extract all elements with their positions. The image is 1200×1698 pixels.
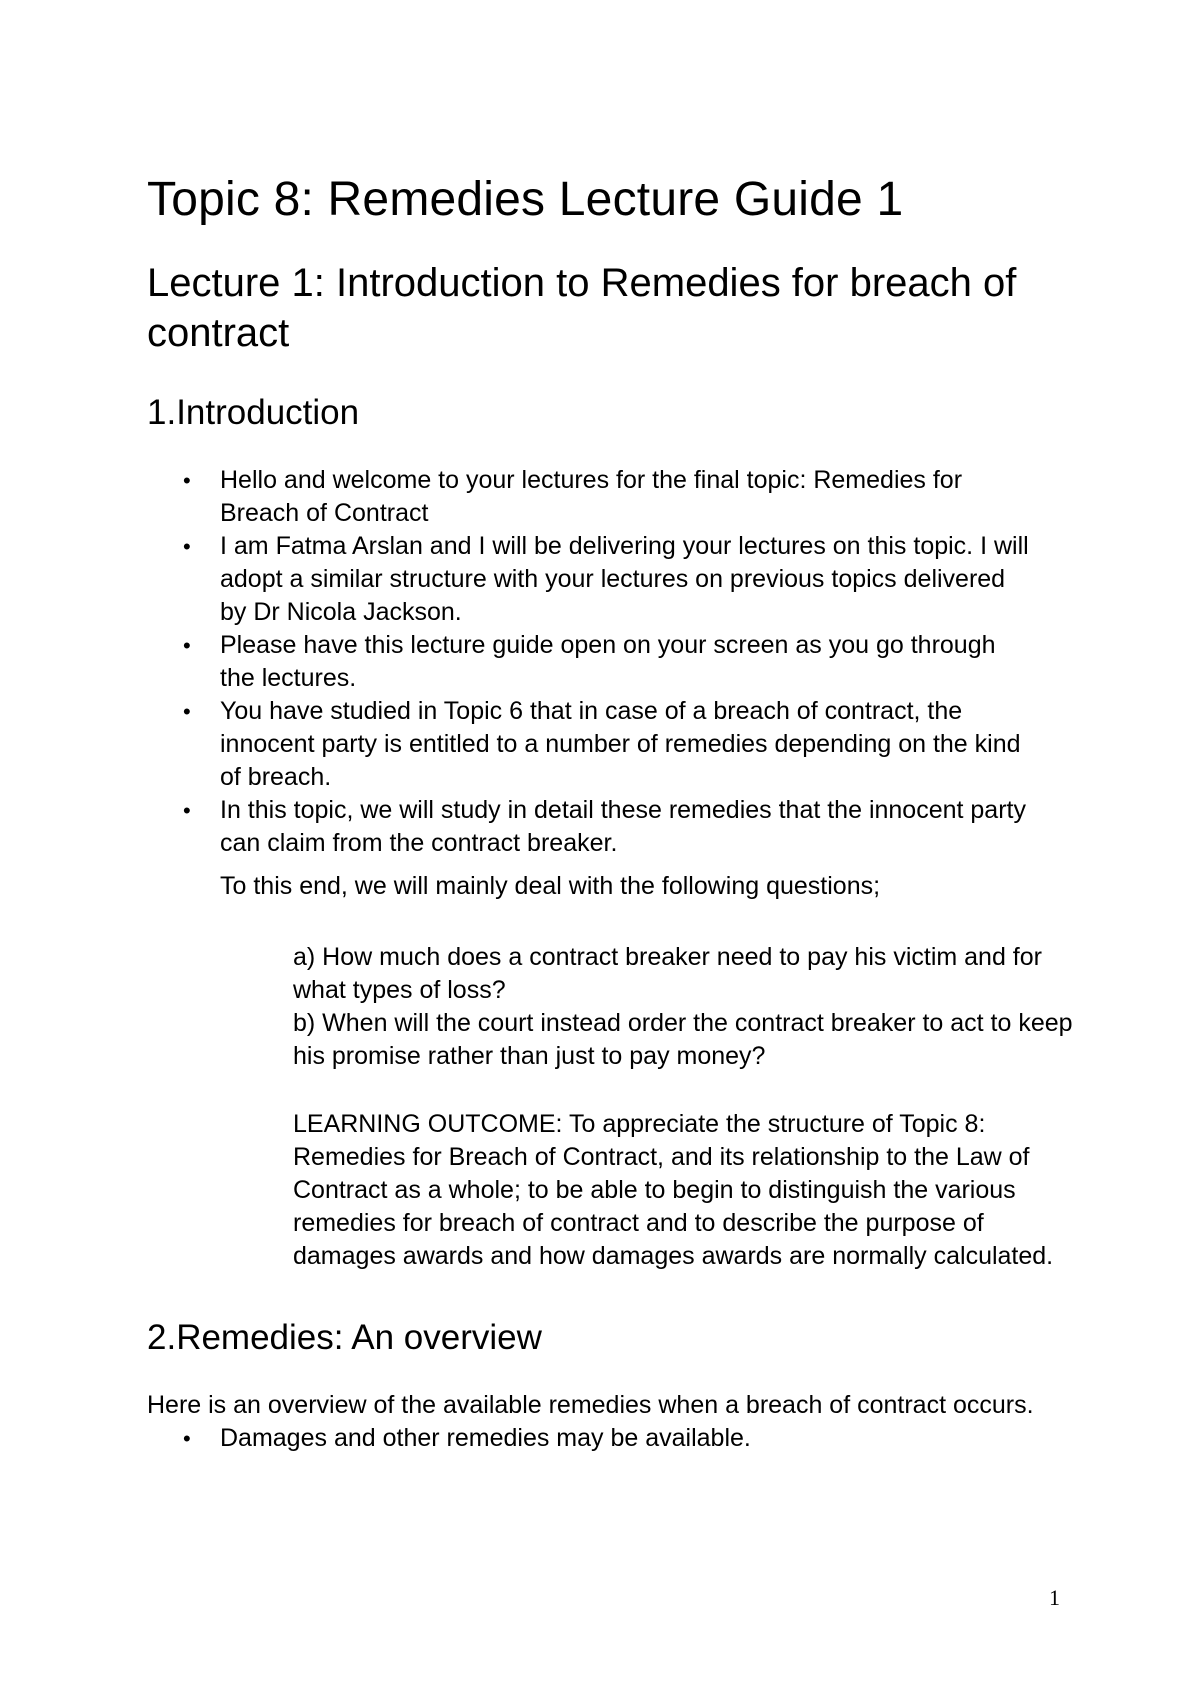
lecture-title: Lecture 1: Introduction to Remedies for breach of contract <box>147 261 1017 355</box>
question-a: a) How much does a contract breaker need to pay his victim and for what types of loss? <box>293 943 1042 1004</box>
list-item-text: In this topic, we will study in detail these remedies that the innocent party can claim from the contract breaker. <box>220 796 1026 857</box>
overview-bullet-list <box>147 1422 1087 1455</box>
question-b: b) When will the court instead order the contract breaker to act to keep his promise rather than just to pay money? <box>293 1009 1073 1070</box>
list-item-text: I am Fatma Arslan and I will be delivering your lectures on this topic. I will adopt a similar structure with your lectures on previous topics delivered by Dr Nicola Jackson. <box>220 532 1029 626</box>
bullet-icon: • <box>183 633 191 658</box>
learning-outcome-paragraph: LEARNING OUTCOME: To appreciate the structure of Topic 8: Remedies for Breach of Contract, and its relationship to the Law of Contract as a whole; to be able to begin to distinguish the various remedies for breach of contract and to describe the purpose of damages awards and how damages awards are normally calculated. <box>293 1110 1054 1270</box>
list-item-text: Please have this lecture guide open on your screen as you go through the lectures. <box>220 631 996 692</box>
list-item <box>147 695 1030 794</box>
page-content <box>147 172 1087 1455</box>
bullet-icon: • <box>183 534 191 559</box>
page-number: 1 <box>1049 1585 1060 1610</box>
list-item-text: Damages and other remedies may be available. <box>220 1424 751 1452</box>
list-item-text: Hello and welcome to your lectures for the final topic: Remedies for Breach of Contract <box>220 466 963 527</box>
bullet-icon: • <box>183 1426 191 1451</box>
list-item <box>147 464 1030 530</box>
bullet-icon: • <box>183 468 191 493</box>
list-item <box>147 794 1030 860</box>
questions-block <box>293 941 1083 1073</box>
list-item <box>147 1422 1030 1455</box>
introduction-bullet-list <box>147 464 1087 860</box>
list-item <box>147 629 1030 695</box>
document-title: Topic 8: Remedies Lecture Guide 1 <box>147 173 904 226</box>
overview-paragraph: Here is an overview of the available remedies when a breach of contract occurs. <box>147 1391 1034 1419</box>
bullet-icon: • <box>183 699 191 724</box>
section-heading-introduction: 1.Introduction <box>147 393 360 432</box>
to-this-end-paragraph: To this end, we will mainly deal with the following questions; <box>220 872 881 900</box>
list-item <box>147 530 1030 629</box>
bullet-icon: • <box>183 798 191 823</box>
list-item-text: You have studied in Topic 6 that in case of a breach of contract, the innocent party is entitled to a number of remedies depending on the kind of breach. <box>220 697 1021 791</box>
section-heading-overview: 2.Remedies: An overview <box>147 1318 542 1357</box>
